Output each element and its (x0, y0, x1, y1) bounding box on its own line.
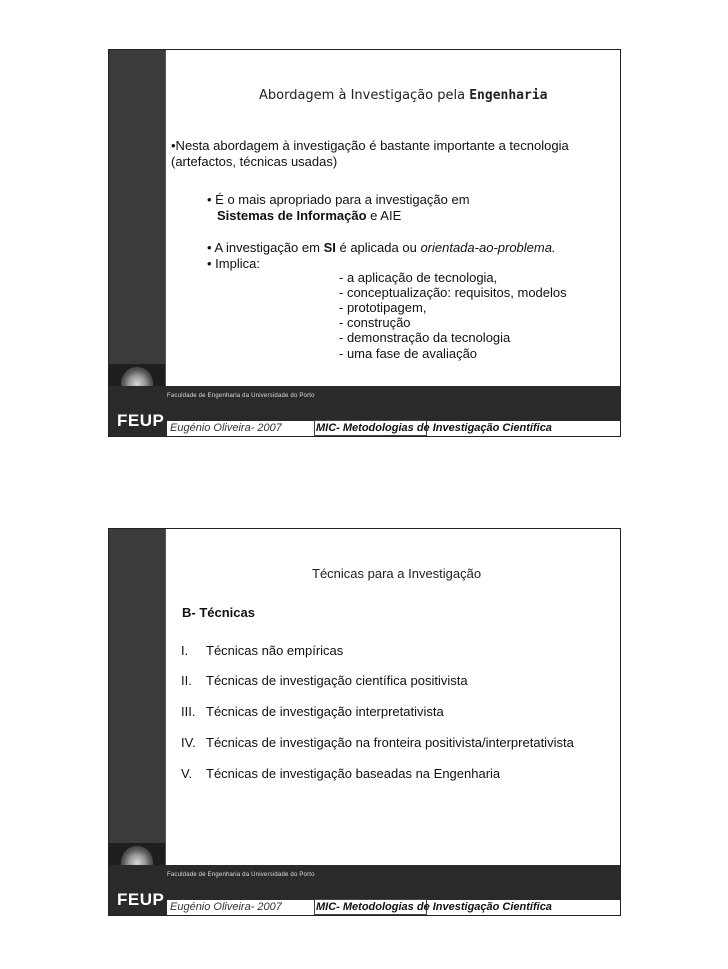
bullet-2: • A investigação em SI é aplicada ou orientada-ao-problema. (207, 240, 556, 255)
bullet-1-line-1: • É o mais apropriado para a investigação em (207, 192, 470, 207)
list-item: Técnicas não empíricas (206, 643, 344, 658)
feup-logo: FEUP (117, 890, 165, 909)
item-number: I. (181, 643, 189, 658)
list-item: Técnicas de investigação baseadas na Engenharia (206, 766, 501, 781)
item-number: II. (181, 673, 192, 688)
implication-5: - demonstração da tecnologia (339, 330, 511, 345)
implication-6: - uma fase de avaliação (339, 346, 478, 361)
implication-2: - conceptualização: requisitos, modelos (339, 285, 567, 300)
bullet-1-line-2: Sistemas de Informação e AIE (217, 208, 402, 223)
course-title: MIC- Metodologias de Investigação Científica (316, 901, 552, 913)
bullet-3: • Implica: (207, 256, 260, 271)
implication-1: - a aplicação de tecnologia, (339, 270, 498, 285)
list-item: Técnicas de investigação científica positivista (206, 673, 468, 688)
implication-3: - prototipagem, (339, 300, 427, 315)
footer-band (109, 386, 620, 412)
faculty-name: Faculdade de Engenharia da Universidade do Porto (167, 393, 315, 399)
slide-2 (108, 528, 621, 916)
list-item: Técnicas de investigação na fronteira positivista/interpretativista (206, 735, 574, 750)
slide-1 (108, 49, 621, 437)
course-title: MIC- Metodologias de Investigação Científica (316, 422, 552, 434)
faculty-name: Faculdade de Engenharia da Universidade do Porto (167, 872, 315, 878)
item-number: V. (181, 766, 193, 781)
author: Eugénio Oliveira- 2007 (170, 901, 282, 913)
intro-line-2: (artefactos, técnicas usadas) (171, 154, 338, 169)
slide-title: Abordagem à Investigação pela Engenharia (259, 88, 548, 103)
slide-title: Técnicas para a Investigação (312, 566, 482, 581)
intro-line-1: •Nesta abordagem à investigação é bastante importante a tecnologia (171, 138, 569, 153)
feup-logo: FEUP (117, 411, 165, 430)
list-item: Técnicas de investigação interpretativista (206, 704, 444, 719)
item-number: IV. (181, 735, 196, 750)
author: Eugénio Oliveira- 2007 (170, 422, 282, 434)
item-number: III. (181, 704, 196, 719)
implication-4: - construção (339, 315, 411, 330)
section-heading: B- Técnicas (182, 605, 255, 620)
footer-band (109, 865, 620, 891)
